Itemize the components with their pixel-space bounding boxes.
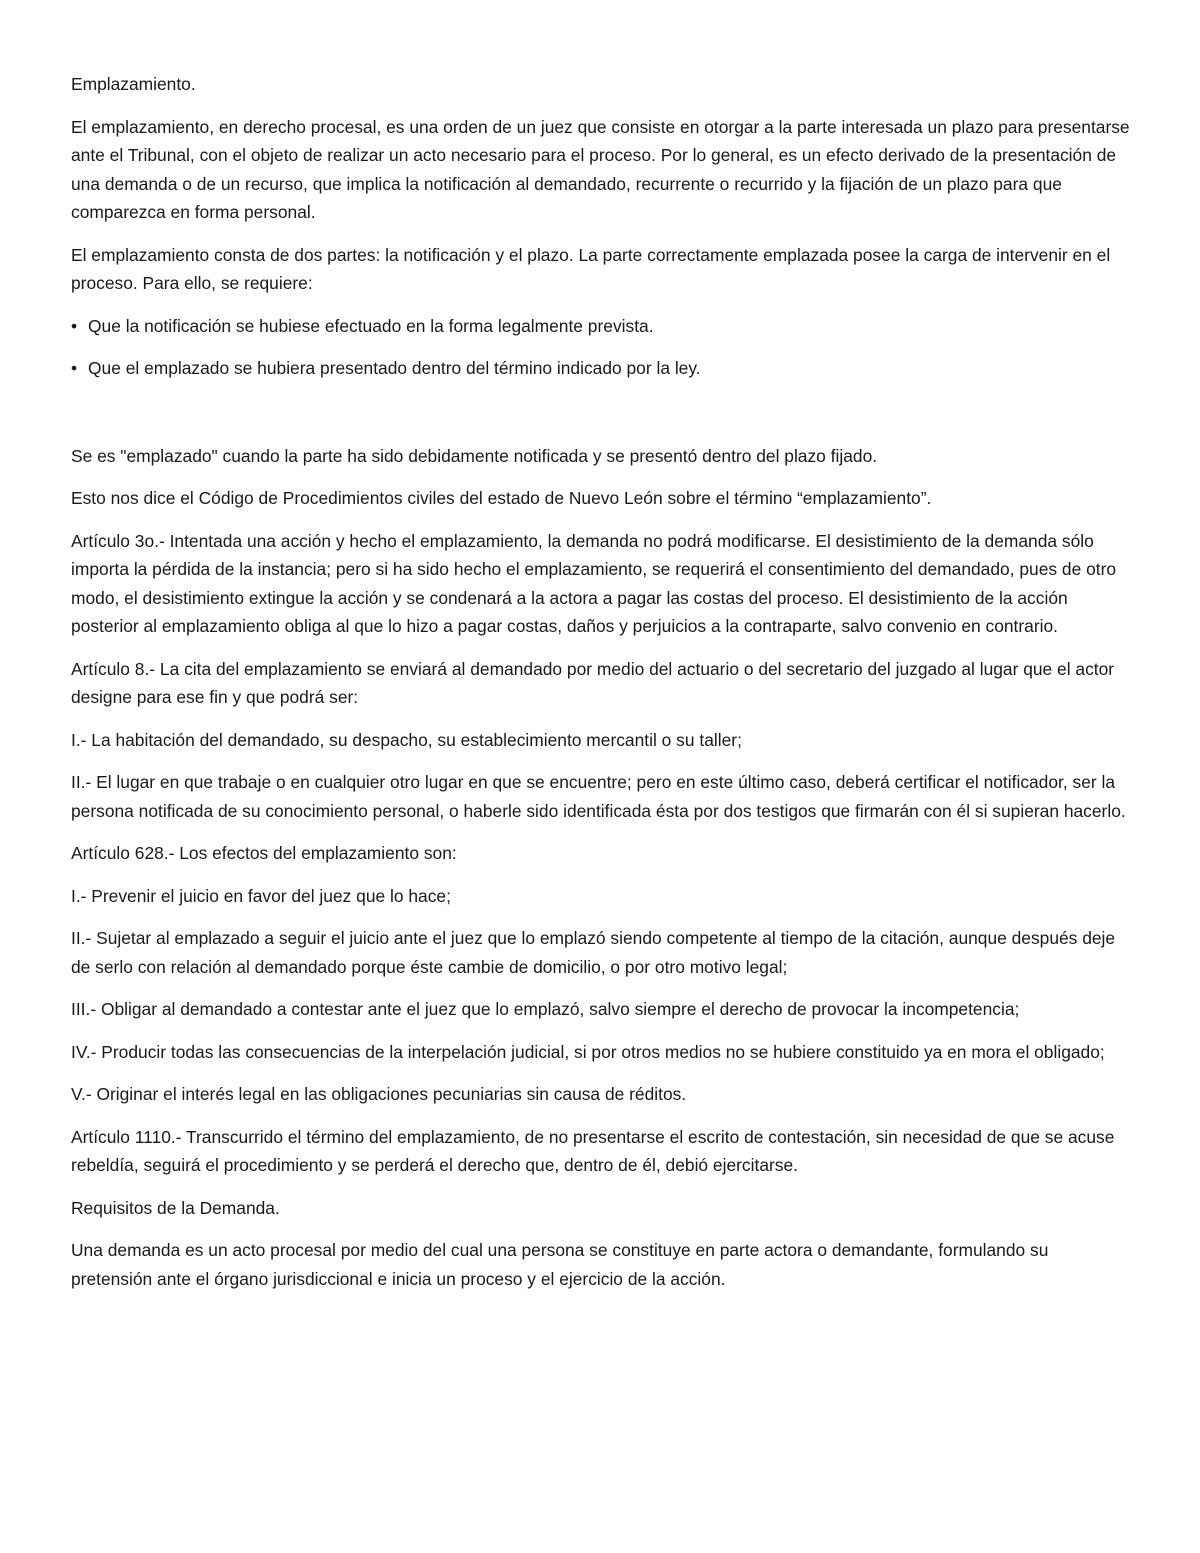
document-title: Emplazamiento. — [71, 74, 196, 94]
paragraph-definition: El emplazamiento, en derecho procesal, es una orden de un juez que consiste en otorgar a la parte interesada un plazo para presentarse ante el Tribunal, con el objeto de realizar un acto necesario para el proceso. Por lo general, es un efecto derivado de la presentación de una demanda o de un recurso, que implica la notificación al demandado, recurrente o recurrido y la fijación de un plazo para que comparezca en forma personal. — [71, 116, 1130, 222]
bullet-text: Que el emplazado se hubiera presentado dentro del término indicado por la ley. — [88, 358, 701, 378]
paragraph-parts: El emplazamiento consta de dos partes: la notificación y el plazo. La parte correctamente emplazada posee la carga de intervenir en el proceso. Para ello, se requiere: — [71, 244, 1111, 293]
article-8-fraction-i: I.- La habitación del demandado, su despacho, su establecimiento mercantil o su taller; — [71, 729, 742, 750]
article-628: Artículo 628.- Los efectos del emplazamiento son: — [71, 843, 457, 863]
article-8: Artículo 8.- La cita del emplazamiento se enviará al demandado por medio del actuario o del secretario del juzgado al lugar que el actor designe para ese fin y que podrá ser: — [71, 658, 1115, 707]
paragraph-code-intro: Esto nos dice el Código de Procedimientos civiles del estado de Nuevo León sobre el término “emplazamiento”. — [71, 488, 932, 508]
article-1110: Artículo 1110.- Transcurrido el término del emplazamiento, de no presentarse el escrito de contestación, sin necesidad de que se acuse rebeldía, seguirá el procedimiento y se perderá el derecho que, dentro de él, debió ejercitarse. — [71, 1126, 1115, 1175]
bullet-icon: • — [71, 315, 78, 336]
bullet-text: Que la notificación se hubiese efectuado en la forma legalmente prevista. — [88, 315, 654, 336]
article-628-fraction-i: I.- Prevenir el juicio en favor del juez que lo hace; — [71, 885, 451, 906]
paragraph-demanda-definition: Una demanda es un acto procesal por medio del cual una persona se constituye en parte actora o demandante, formulando su pretensión ante el órgano jurisdiccional e inicia un proceso y el ejercicio de la acción. — [71, 1240, 1049, 1289]
document-page — [71, 70, 1133, 1307]
paragraph-emplazado: Se es "emplazado" cuando la parte ha sido debidamente notificada y se presentó dentro del plazo fijado. — [71, 445, 878, 466]
article-628-fraction-ii: II.- Sujetar al emplazado a seguir el juicio ante el juez que lo emplazó siendo competente al tiempo de la citación, aunque después deje de serlo con relación al demandado porque éste cambie de domicilio, o por otro motivo legal; — [71, 928, 1116, 977]
article-628-fraction-iii: III.- Obligar al demandado a contestar ante el juez que lo emplazó, salvo siempre el derecho de provocar la incompetencia; — [71, 999, 1020, 1019]
section-heading-requisitos: Requisitos de la Demanda. — [71, 1197, 280, 1218]
article-8-fraction-ii: II.- El lugar en que trabaje o en cualquier otro lugar en que se encuentre; pero en este último caso, deberá certificar el notificador, ser la persona notificada de su conocimiento personal, o haberle sido identificada ésta por dos testigos que firmarán con él si supieran hacerlo. — [71, 772, 1126, 821]
bullet-icon: • — [71, 358, 78, 378]
article-628-fraction-iv: IV.- Producir todas las consecuencias de la interpelación judicial, si por otros medios no se hubiere constituido ya en mora el obligado; — [71, 1041, 1105, 1062]
article-628-fraction-v: V.- Originar el interés legal en las obligaciones pecuniarias sin causa de réditos. — [71, 1084, 687, 1104]
bullet-item-term — [71, 354, 1133, 383]
blank-line — [71, 397, 1133, 442]
article-3: Artículo 3o.- Intentada una acción y hecho el emplazamiento, la demanda no podrá modificarse. El desistimiento de la demanda sólo importa la pérdida de la instancia; pero si ha sido hecho el emplazamiento, se requerirá el consentimiento del demandado, pues de otro modo, el desistimiento extingue la acción y se condenará a la actora a pagar las costas del proceso. El desistimiento de la acción posterior al emplazamiento obliga al que lo hizo a pagar costas, daños y perjuicios a la contraparte, salvo convenio en contrario. — [71, 530, 1117, 636]
bullet-item-notification — [71, 312, 1133, 341]
